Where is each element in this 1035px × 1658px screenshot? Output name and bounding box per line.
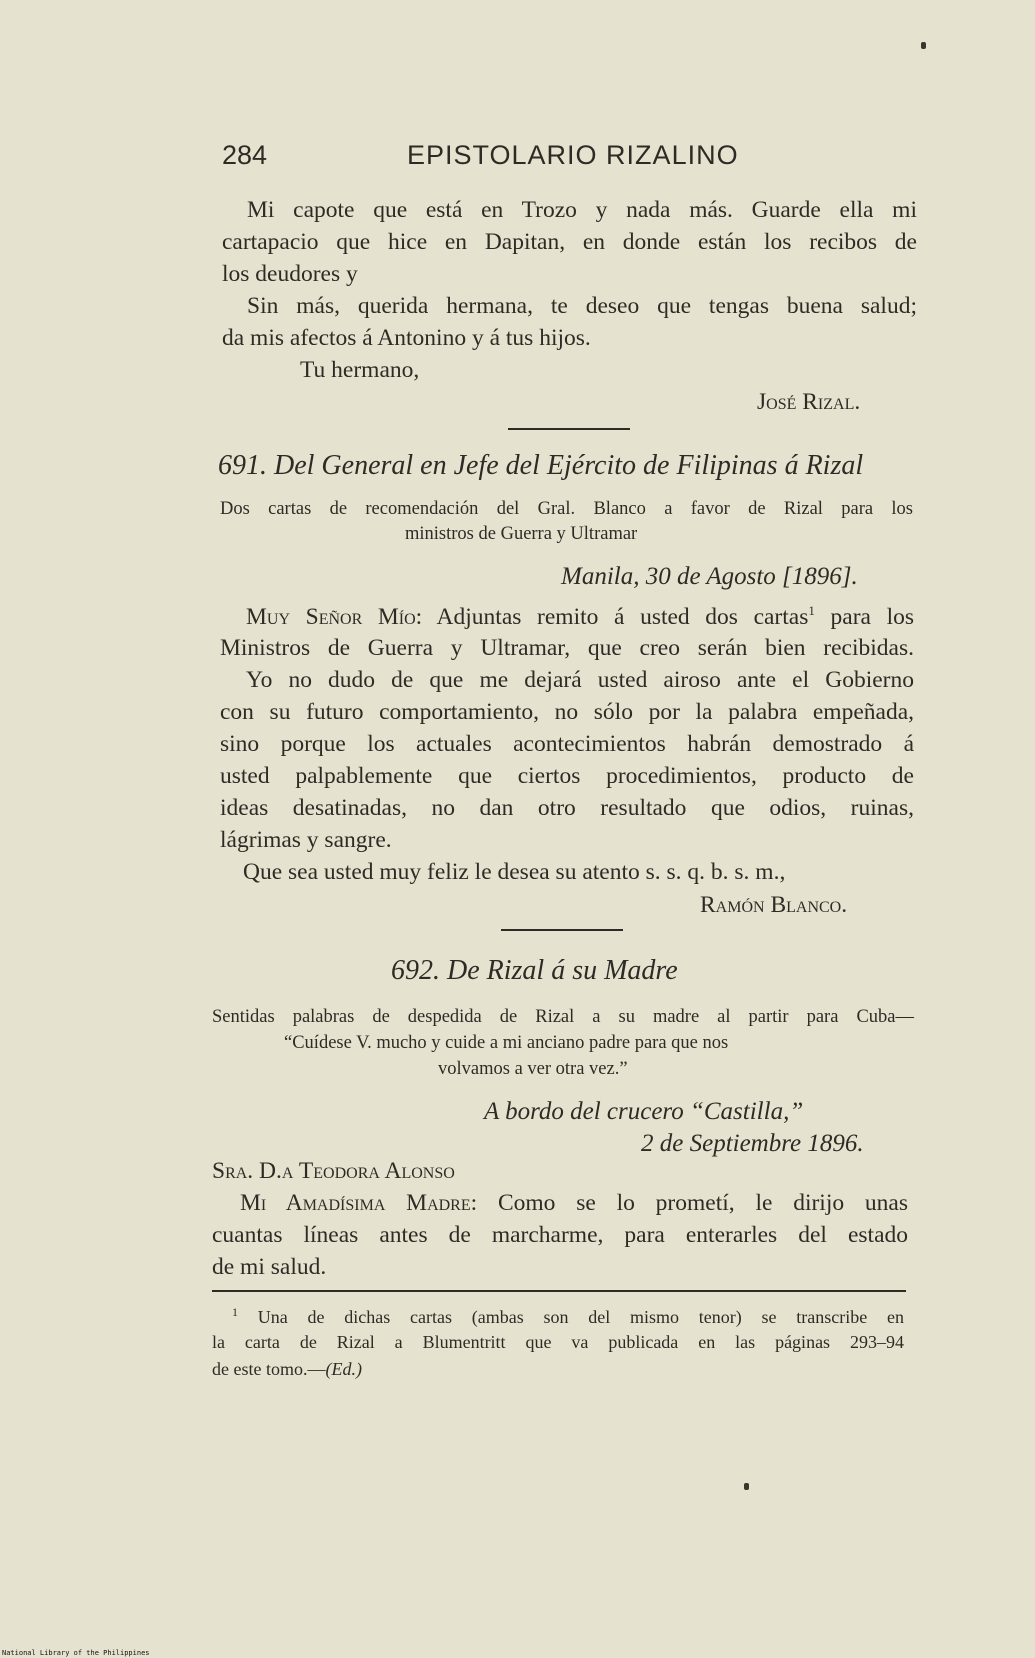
text-line: usted palpablemente que ciertos procedimientos, producto de	[220, 763, 914, 789]
signature: José Rizal.	[757, 389, 861, 415]
footnote-marker: 1	[808, 603, 815, 618]
text-line: Yo no dudo de que me dejará usted airoso ante el Gobierno	[246, 667, 914, 693]
text-line: los deudores y	[222, 261, 358, 287]
letter-number: 692.	[391, 955, 440, 986]
text-line: ideas desatinadas, no dan otro resultado que odios, ruinas,	[220, 795, 914, 821]
addressee: Sra. D.a Teodora Alonso	[212, 1158, 455, 1184]
text-line: sino porque los actuales acontecimientos habrán demostrado á	[220, 731, 914, 757]
text-line: cuantas líneas antes de marcharme, para enterarles del estado	[212, 1222, 908, 1248]
section-divider	[508, 428, 630, 430]
first-line-text: Como se lo prometí, le dirijo unas	[497, 1190, 908, 1216]
footnote-line: de este tomo.—(Ed.)	[212, 1359, 362, 1379]
footnote-marker: 1	[232, 1305, 238, 1319]
summary-line: volvamos a ver otra vez.”	[438, 1059, 628, 1079]
ink-speck	[744, 1483, 749, 1490]
library-stamp: National Library of the Philippines	[2, 1649, 150, 1657]
letter-number: 691.	[218, 450, 267, 481]
first-line-text: Adjuntas remito á usted dos cartas$^1$ para los	[436, 603, 915, 630]
summary-line: Dos cartas de recomendación del Gral. Blanco a favor de Rizal para los	[220, 499, 913, 519]
section-divider	[501, 929, 623, 931]
text-line: Que sea usted muy feliz le desea su atento s. s. q. b. s. m.,	[243, 859, 786, 885]
letter-title: Del General en Jefe del Ejército de Filipinas á Rizal	[274, 450, 864, 481]
footnote-rule	[212, 1290, 906, 1292]
page-number: 284	[222, 140, 268, 170]
dateline: 2 de Septiembre 1896.	[641, 1130, 864, 1157]
dateline: Manila, 30 de Agosto [1896].	[561, 563, 858, 590]
dateline: A bordo del crucero “Castilla,”	[484, 1098, 804, 1125]
text-line: de mi salud.	[212, 1254, 327, 1280]
running-title: EPISTOLARIO RIZALINO	[407, 140, 739, 170]
editor-mark: (Ed.)	[325, 1359, 362, 1379]
signature: Ramón Blanco.	[700, 892, 848, 918]
salutation: Mi Amadísima Madre:	[240, 1190, 478, 1216]
closing: Tu hermano,	[300, 357, 420, 383]
first-line	[240, 1190, 908, 1217]
text-line: Ministros de Guerra y Ultramar, que creo serán bien recibidas.	[220, 635, 914, 661]
text-line: da mis afectos á Antonino y á tus hijos.	[222, 325, 591, 351]
text-line: Sin más, querida hermana, te deseo que tengas buena salud;	[247, 293, 917, 319]
letter-692-heading	[391, 955, 678, 987]
footnote-line: $^1$ Una de dichas cartas (ambas son del mismo tenor) se transcribe en	[232, 1305, 904, 1327]
footnote-line: la carta de Rizal a Blumentritt que va publicada en las páginas 293–94	[212, 1332, 904, 1352]
text-line: Mi capote que está en Trozo y nada más. Guarde ella mi	[247, 197, 917, 223]
letter-691-heading	[218, 450, 863, 482]
letter-title: De Rizal á su Madre	[447, 955, 678, 986]
summary-line: ministros de Guerra y Ultramar	[405, 524, 638, 544]
text-line: cartapacio que hice en Dapitan, en donde están los recibos de	[222, 229, 917, 255]
summary-line: “Cuídese V. mucho y cuide a mi anciano padre para que nos	[284, 1033, 729, 1053]
salutation: Muy Señor Mío:	[246, 603, 423, 630]
ink-speck	[921, 42, 926, 49]
text-line: lágrimas y sangre.	[220, 827, 392, 853]
first-line	[246, 603, 914, 631]
text-line: con su futuro comportamiento, no sólo por la palabra empeñada,	[220, 699, 914, 725]
summary-line: Sentidas palabras de despedida de Rizal a su madre al partir para Cuba—	[212, 1007, 914, 1027]
